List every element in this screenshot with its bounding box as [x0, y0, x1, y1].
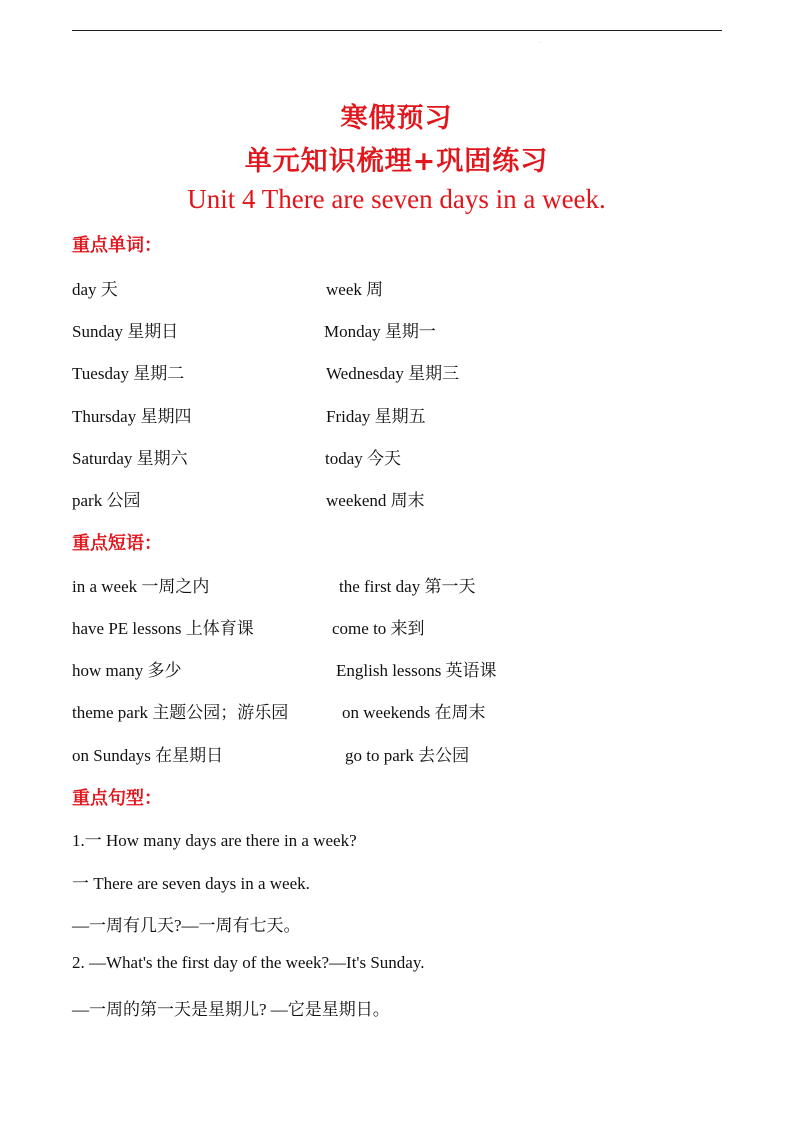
phrase-left: in a week 一周之内 [72, 577, 210, 596]
phrase-row [0, 656, 793, 680]
phrase-right: the first day 第一天 [339, 577, 476, 596]
vocab-left: Saturday 星期六 [72, 449, 188, 468]
phrase-left: how many 多少 [72, 661, 182, 680]
vocab-right: today 今天 [325, 449, 402, 468]
vocab-right: week 周 [326, 280, 384, 299]
section-heading-sentences: 重点句型： [72, 788, 162, 809]
section-heading-vocabulary: 重点单词： [72, 235, 162, 256]
vocab-left: Tuesday 星期二 [72, 364, 185, 383]
sentence-line: 2. —What's the first day of the week?—It's Sunday. [72, 953, 425, 972]
phrase-row [0, 572, 793, 596]
vocab-right: weekend 周末 [326, 491, 425, 510]
vocab-right: Friday 星期五 [326, 407, 426, 426]
vocab-right: Wednesday 星期三 [326, 364, 460, 383]
phrase-right: come to 来到 [332, 619, 425, 638]
vocab-row [0, 359, 793, 383]
title-winter-preview: 寒假预习 [340, 103, 453, 134]
phrase-row [0, 741, 793, 765]
vocab-right: Monday 星期一 [324, 322, 436, 341]
phrase-right: go to park 去公园 [345, 746, 470, 765]
phrase-row [0, 614, 793, 638]
title-unit-review: 单元知识梳理+巩固练习 [244, 146, 549, 177]
vocab-row [0, 486, 793, 510]
phrase-left: have PE lessons 上体育课 [72, 619, 254, 638]
vocab-left: Thursday 星期四 [72, 407, 192, 426]
vocab-row [0, 402, 793, 426]
sentence-line: 一 There are seven days in a week. [72, 874, 310, 893]
section-heading-phrases: 重点短语： [72, 533, 162, 554]
phrase-row [0, 698, 793, 722]
vocab-row [0, 317, 793, 341]
vocab-left: day 天 [72, 280, 118, 299]
sentence-line: 1.一 How many days are there in a week? [72, 831, 357, 850]
phrase-right: English lessons 英语课 [336, 661, 497, 680]
phrase-left: theme park 主题公园；游乐园 [72, 703, 289, 722]
vocab-row [0, 275, 793, 299]
sentence-line: —一周的第一天是星期儿? —它是星期日。 [72, 1000, 390, 1019]
phrase-right: on weekends 在周末 [342, 703, 486, 722]
vocab-left: park 公园 [72, 491, 141, 510]
header-rule [72, 30, 722, 31]
vocab-row [0, 444, 793, 468]
vocab-left: Sunday 星期日 [72, 322, 179, 341]
phrase-left: on Sundays 在星期日 [72, 746, 224, 765]
header-mark: · [539, 40, 541, 46]
sentence-line: —一周有几天?—一周有七天。 [72, 916, 301, 935]
title-unit-name: Unit 4 There are seven days in a week. [187, 184, 606, 214]
